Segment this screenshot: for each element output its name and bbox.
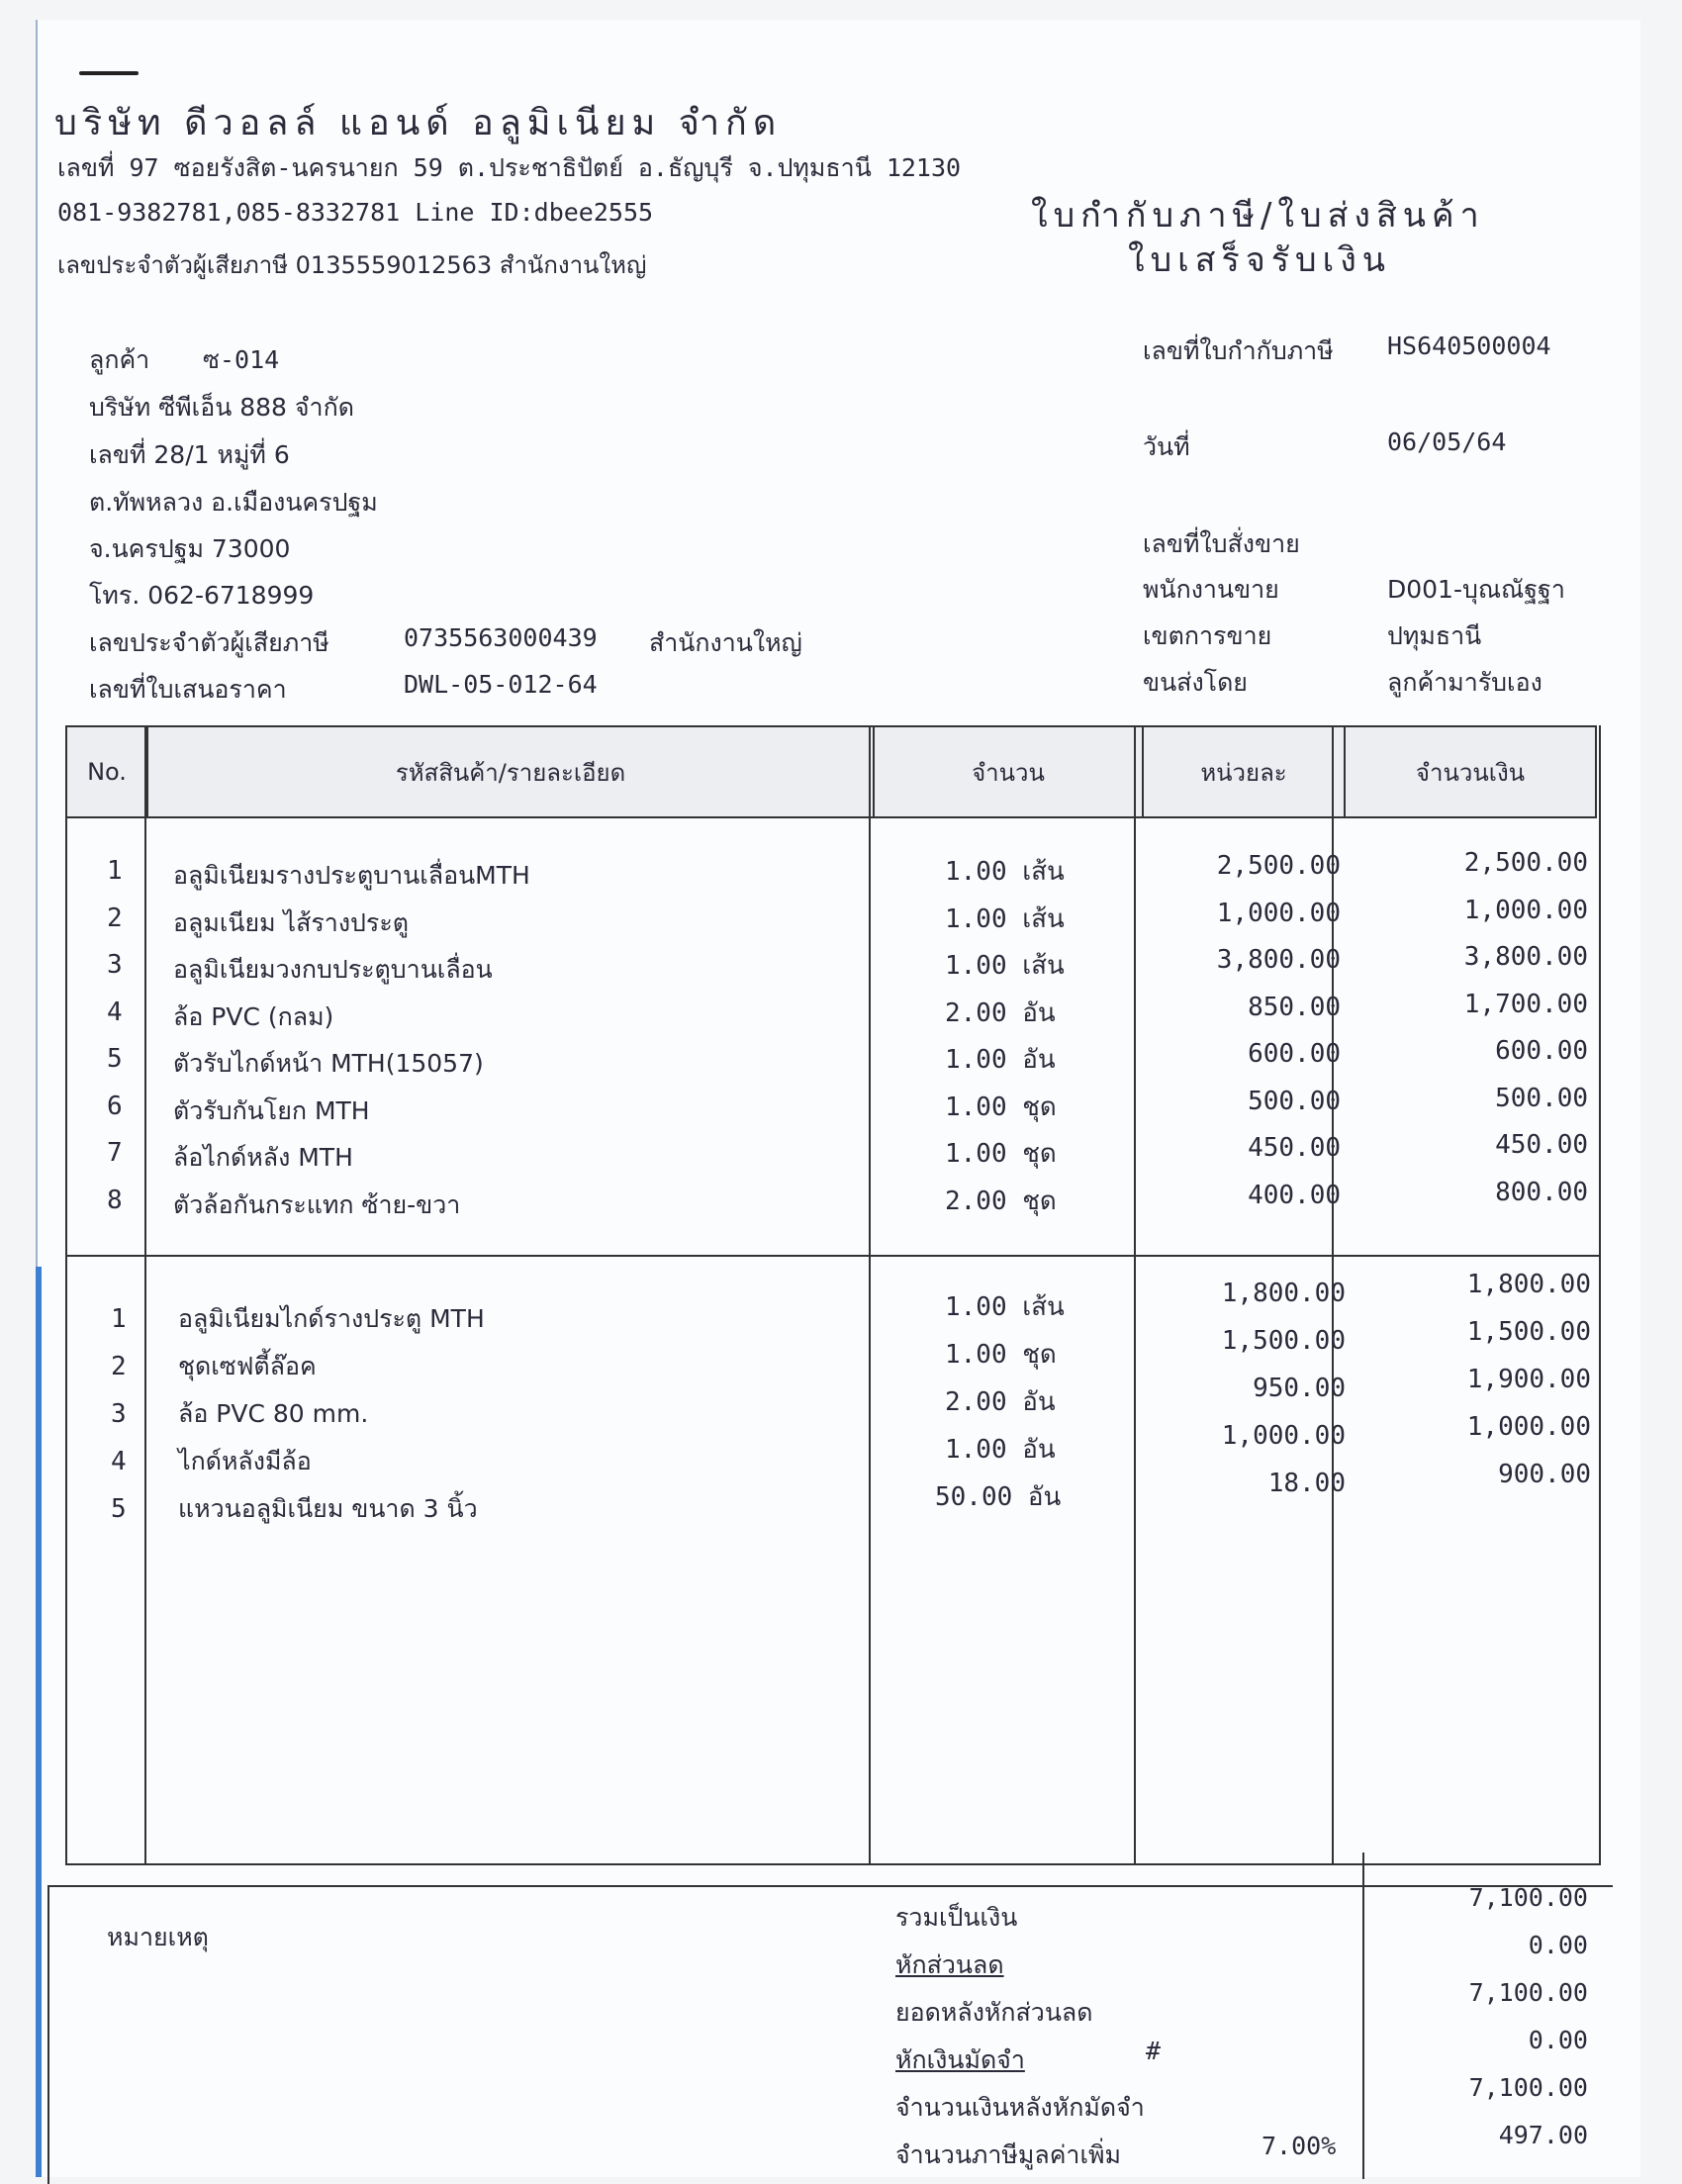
vat-label: จำนวนภาษีมูลค่าเพิ่ม <box>895 2140 1121 2169</box>
row-no: 4 <box>111 1447 127 1476</box>
row-quantity: 2.00 ชุด <box>945 1187 1057 1216</box>
invoice-number: HS640500004 <box>1387 332 1551 360</box>
shipping-value: ลูกค้ามารับเอง <box>1387 668 1542 697</box>
row-amount: 1,700.00 <box>1463 990 1588 1019</box>
customer-tax-office: สำนักงานใหญ่ <box>649 628 802 657</box>
row-no: 5 <box>107 1044 123 1074</box>
sales-area-label: เขตการขาย <box>1143 621 1272 650</box>
row-no: 3 <box>111 1399 127 1429</box>
customer-code-label: ลูกค้า <box>89 345 150 374</box>
row-unit-price: 1,000.00 <box>1216 899 1341 928</box>
company-address: เลขที่ 97 ซอยรังสิต-นครนายก 59 ต.ประชาธิปัตย์ อ.ธัญบุรี จ.ปทุมธานี 12130 <box>57 153 962 182</box>
row-amount: 800.00 <box>1495 1178 1588 1207</box>
row-quantity: 1.00 อัน <box>945 1045 1056 1075</box>
row-no: 3 <box>107 950 123 980</box>
invoice-number-label: เลขที่ใบกำกับภาษี <box>1143 336 1334 365</box>
row-amount: 1,000.00 <box>1463 896 1588 925</box>
quote-label: เลขที่ใบเสนอราคา <box>89 675 287 704</box>
row-description: ชุดเซฟตี้ล๊อค <box>178 1352 317 1380</box>
company-tax-id: เลขประจำตัวผู้เสียภาษี 0135559012563 สำนักงานใหญ่ <box>57 251 647 279</box>
row-quantity: 1.00 เส้น <box>945 857 1065 887</box>
doc-title-line1: ใบกำกับภาษี/ใบส่งสินค้า <box>1031 196 1485 236</box>
row-unit-price: 850.00 <box>1248 993 1341 1022</box>
row-quantity: 1.00 เส้น <box>945 951 1065 981</box>
discount-value: 0.00 <box>1528 1931 1588 1959</box>
salesperson-label: พนักงานขาย <box>1143 575 1279 604</box>
summary-divider <box>1362 1852 1364 2179</box>
row-unit-price: 600.00 <box>1248 1039 1341 1069</box>
row-unit-price: 1,500.00 <box>1221 1326 1346 1356</box>
row-no: 5 <box>111 1494 127 1524</box>
row-quantity: 1.00 ชุด <box>945 1340 1057 1370</box>
vat-value: 497.00 <box>1498 2121 1588 2149</box>
row-no: 4 <box>107 997 123 1027</box>
quote-number: DWL-05-012-64 <box>404 670 598 699</box>
row-unit-price: 400.00 <box>1248 1181 1341 1210</box>
date-label: วันที่ <box>1143 432 1190 461</box>
row-unit-price: 2,500.00 <box>1216 851 1341 881</box>
customer-code: ซ-014 <box>203 345 280 374</box>
col-divider <box>144 725 146 1865</box>
row-description: อลูมิเนียมรางประตูบานเลื่อนMTH <box>173 861 530 890</box>
deposit-label: หักเงินมัดจำ <box>895 2045 1025 2074</box>
sales-area-value: ปทุมธานี <box>1387 621 1482 650</box>
row-description: ไกด์หลังมีล้อ <box>178 1447 312 1475</box>
summary-frame <box>47 1885 1613 2184</box>
row-unit-price: 1,800.00 <box>1221 1279 1346 1308</box>
row-amount: 1,000.00 <box>1466 1412 1591 1442</box>
after-discount-label: ยอดหลังหักส่วนลด <box>895 1998 1093 2027</box>
sales-order-label: เลขที่ใบสั่งขาย <box>1143 529 1300 558</box>
row-unit-price: 450.00 <box>1248 1133 1341 1163</box>
row-description: ล้อ PVC (กลม) <box>173 1002 334 1031</box>
row-no: 8 <box>107 1186 123 1215</box>
col-header-description: รหัสสินค้า/รายละเอียด <box>147 726 874 817</box>
col-header-unit-price: หน่วยละ <box>1143 726 1345 817</box>
row-quantity: 1.00 ชุด <box>945 1092 1057 1122</box>
row-amount: 600.00 <box>1495 1036 1588 1066</box>
salesperson-value: D001-บุณณัฐฐา <box>1387 575 1565 604</box>
subtotal-label: รวมเป็นเงิน <box>895 1903 1018 1932</box>
col-header-quantity: จำนวน <box>874 726 1143 817</box>
row-quantity: 1.00 เส้น <box>945 1292 1065 1322</box>
company-name: บริษัท ดีวอลล์ แอนด์ อลูมิเนียม จำกัด <box>54 103 783 143</box>
row-no: 1 <box>107 856 123 886</box>
after-discount-value: 7,100.00 <box>1468 1978 1588 2007</box>
row-amount: 500.00 <box>1495 1084 1588 1113</box>
row-unit-price: 950.00 <box>1253 1374 1346 1403</box>
col-header-no: No. <box>66 726 147 817</box>
customer-phone: โทร. 062-6718999 <box>89 581 315 610</box>
company-contact: 081-9382781,085-8332781 Line ID:dbee2555 <box>57 198 654 227</box>
row-amount: 900.00 <box>1498 1460 1591 1489</box>
after-deposit-label: จำนวนเงินหลังหักมัดจำ <box>895 2093 1145 2122</box>
group-divider <box>65 1255 1601 1257</box>
row-description: แหวนอลูมิเนียม ขนาด 3 นิ้ว <box>178 1494 478 1523</box>
row-description: ล้อ PVC 80 mm. <box>178 1399 369 1428</box>
shipping-label: ขนส่งโดย <box>1143 668 1248 697</box>
customer-address-2: ต.ทัพหลวง อ.เมืองนครปฐม <box>89 488 378 517</box>
row-quantity: 1.00 อัน <box>945 1435 1056 1465</box>
row-description: ตัวรับกันโยก MTH <box>173 1096 370 1125</box>
row-no: 1 <box>111 1304 127 1334</box>
row-quantity: 2.00 อัน <box>945 998 1056 1028</box>
col-divider <box>1134 725 1136 1865</box>
row-no: 6 <box>107 1092 123 1121</box>
vat-rate: 7.00% <box>1262 2132 1337 2160</box>
carbon-copy-edge <box>36 1267 42 2177</box>
row-description: ล้อไกด์หลัง MTH <box>173 1143 353 1172</box>
row-description: อลูมิเนียมไกด์รางประตู MTH <box>178 1304 485 1333</box>
discount-label: หักส่วนลด <box>895 1950 1004 1979</box>
row-unit-price: 3,800.00 <box>1216 945 1341 975</box>
customer-tax-label: เลขประจำตัวผู้เสียภาษี <box>89 628 329 657</box>
deposit-value: 0.00 <box>1528 2026 1588 2054</box>
row-unit-price: 500.00 <box>1248 1087 1341 1116</box>
row-description: ตัวล้อกันกระแทก ซ้าย-ขวา <box>173 1190 461 1219</box>
pen-mark <box>79 71 139 75</box>
customer-address-1: เลขที่ 28/1 หมู่ที่ 6 <box>89 440 290 469</box>
row-description: ตัวรับไกด์หน้า MTH(15057) <box>173 1049 484 1078</box>
row-quantity: 1.00 ชุด <box>945 1139 1057 1169</box>
row-quantity: 1.00 เส้น <box>945 904 1065 934</box>
row-unit-price: 1,000.00 <box>1221 1421 1346 1451</box>
customer-address-3: จ.นครปฐม 73000 <box>89 534 291 563</box>
customer-tax-id: 0735563000439 <box>404 623 598 652</box>
customer-name: บริษัท ซีพีเอ็น 888 จำกัด <box>89 393 354 422</box>
col-divider <box>869 725 871 1865</box>
row-amount: 3,800.00 <box>1463 942 1588 972</box>
row-description: อลูมิเนียมวงกบประตูบานเลื่อน <box>173 955 493 984</box>
row-amount: 1,800.00 <box>1466 1270 1591 1299</box>
row-unit-price: 18.00 <box>1267 1469 1346 1498</box>
row-amount: 450.00 <box>1495 1130 1588 1160</box>
subtotal-value: 7,100.00 <box>1468 1883 1588 1912</box>
row-amount: 1,500.00 <box>1466 1317 1591 1347</box>
row-amount: 1,900.00 <box>1466 1365 1591 1394</box>
remark-label: หมายเหตุ <box>107 1923 209 1951</box>
row-no: 7 <box>107 1138 123 1168</box>
row-description: อลูมเนียม ไส้รางประตู <box>173 908 409 937</box>
date-value: 06/05/64 <box>1387 427 1507 456</box>
deposit-ref: # <box>1146 2037 1162 2065</box>
row-no: 2 <box>111 1352 127 1381</box>
row-quantity: 2.00 อัน <box>945 1387 1056 1417</box>
row-quantity: 50.00 อัน <box>935 1482 1062 1512</box>
row-amount: 2,500.00 <box>1463 848 1588 878</box>
row-no: 2 <box>107 903 123 933</box>
col-header-amount: จำนวนเงิน <box>1345 726 1596 817</box>
after-deposit-value: 7,100.00 <box>1468 2073 1588 2102</box>
doc-title-line2: ใบเสร็จรับเงิน <box>1128 240 1392 280</box>
